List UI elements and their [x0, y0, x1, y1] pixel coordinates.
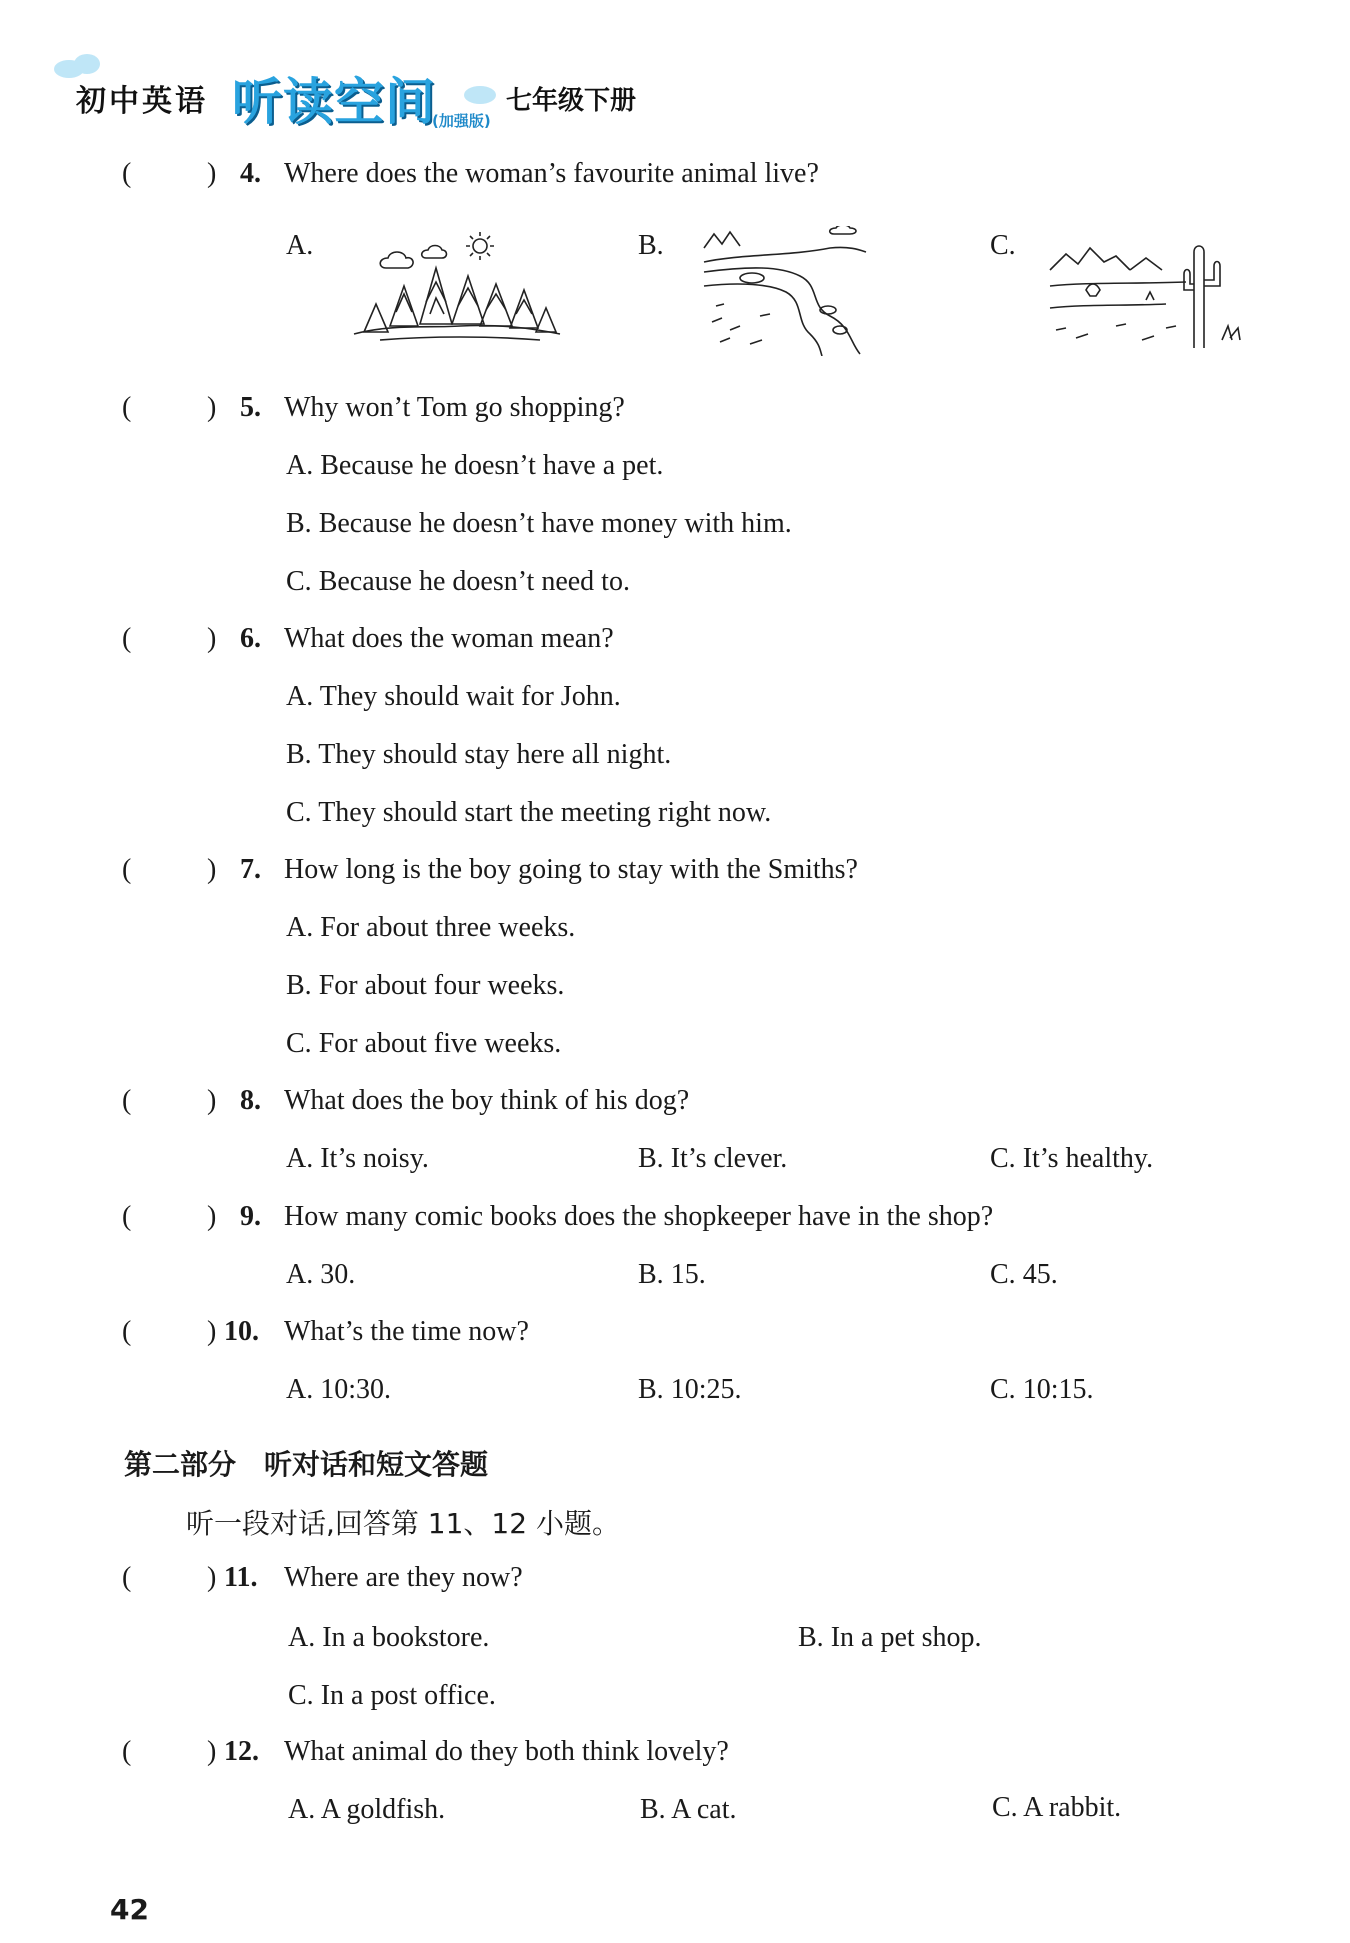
option-label: C. — [286, 1028, 312, 1059]
option-a — [286, 681, 621, 713]
option-label: A. — [286, 1143, 314, 1174]
question-text: What does the woman mean? — [284, 623, 614, 654]
option-label: C. — [990, 230, 1016, 261]
option-b — [638, 1374, 741, 1406]
option-c — [286, 797, 771, 829]
option-a — [288, 1622, 489, 1654]
option-b — [286, 970, 564, 1002]
section-heading: 第二部分 听对话和短文答题 — [124, 1448, 489, 1481]
option-text: For about four weeks. — [318, 970, 565, 1001]
option-label: C. — [286, 566, 312, 597]
option-text: For about three weeks. — [320, 912, 576, 943]
option-label: B. — [638, 1143, 664, 1174]
option-c — [990, 1259, 1058, 1291]
option-b — [640, 1794, 736, 1826]
option-label: A. — [288, 1794, 316, 1825]
option-label: A. — [286, 1259, 314, 1290]
answer-blank-close: ) — [207, 623, 217, 654]
option-a — [286, 912, 575, 944]
option-a — [288, 1794, 445, 1826]
option-b — [638, 1143, 787, 1175]
answer-blank-close: ) — [207, 158, 217, 189]
option-a — [286, 1143, 429, 1175]
question-8 — [0, 1085, 1350, 1125]
option-label: B. — [286, 739, 312, 770]
option-b — [286, 739, 671, 771]
question-text: How long is the boy going to stay with the Smiths? — [284, 854, 858, 885]
option-text: Because he doesn’t have a pet. — [320, 450, 664, 481]
question-number: 11. — [224, 1562, 258, 1593]
question-text: Where are they now? — [284, 1562, 523, 1593]
edition-label: (加强版) — [432, 112, 491, 130]
answer-blank-close: ) — [207, 1201, 217, 1232]
option-label: C. — [990, 1143, 1016, 1174]
option-text: Because he doesn’t need to. — [318, 566, 630, 597]
option-label: B. — [798, 1622, 824, 1653]
question-6 — [0, 623, 1350, 663]
answer-blank-open: ( — [122, 1201, 132, 1232]
option-label: C. — [286, 797, 312, 828]
option-label: A. — [288, 1622, 316, 1653]
question-5 — [0, 392, 1350, 432]
page-number: 42 — [110, 1893, 149, 1926]
option-b — [798, 1622, 982, 1654]
answer-blank-open: ( — [122, 158, 132, 189]
answer-blank-close: ) — [207, 1736, 217, 1767]
brand-logo: 听读空间 — [232, 73, 436, 131]
option-label: A. — [286, 450, 314, 481]
answer-blank-open: ( — [122, 1085, 132, 1116]
option-text: In a pet shop. — [830, 1622, 982, 1653]
option-c — [288, 1680, 496, 1712]
option-text: 10:25. — [670, 1374, 742, 1405]
option-label: B. — [286, 970, 312, 1001]
question-7 — [0, 854, 1350, 894]
question-12 — [0, 1736, 1350, 1776]
option-label: B. — [286, 508, 312, 539]
option-text: 45. — [1022, 1259, 1058, 1290]
question-text: What does the boy think of his dog? — [284, 1085, 690, 1116]
cloud-decoration — [74, 54, 100, 74]
option-label: C. — [990, 1374, 1016, 1405]
question-number: 9. — [240, 1201, 261, 1232]
answer-blank-open: ( — [122, 392, 132, 423]
option-a — [286, 1374, 391, 1406]
option-text: In a post office. — [320, 1680, 496, 1711]
question-number: 8. — [240, 1085, 261, 1116]
answer-blank-open: ( — [122, 623, 132, 654]
answer-blank-open: ( — [122, 854, 132, 885]
option-a — [286, 450, 663, 482]
option-c — [286, 1028, 561, 1060]
option-label: A. — [286, 681, 314, 712]
option-label: A. — [286, 230, 314, 261]
option-text: They should start the meeting right now. — [318, 797, 772, 828]
question-11 — [0, 1562, 1350, 1602]
option-text: They should wait for John. — [319, 681, 621, 712]
question-9 — [0, 1201, 1350, 1241]
option-text: It’s noisy. — [320, 1143, 429, 1174]
option-label: B. — [638, 230, 664, 261]
page-header — [54, 52, 754, 142]
option-c — [990, 1374, 1093, 1406]
desert-picture — [1046, 230, 1246, 352]
option-b — [286, 508, 792, 540]
question-4 — [0, 158, 1350, 198]
cloud-decoration — [464, 86, 496, 104]
option-text: In a bookstore. — [322, 1622, 490, 1653]
answer-blank-close: ) — [207, 854, 217, 885]
question-number: 5. — [240, 392, 261, 423]
option-label: B. — [638, 1374, 664, 1405]
option-text: 10:30. — [320, 1374, 392, 1405]
option-label: B. — [638, 1259, 664, 1290]
option-c — [992, 1792, 1121, 1824]
option-text: For about five weeks. — [318, 1028, 562, 1059]
series-prefix: 初中英语 — [76, 84, 208, 119]
answer-blank-close: ) — [207, 1562, 217, 1593]
question-number: 4. — [240, 158, 261, 189]
option-label: A. — [286, 1374, 314, 1405]
question-number: 7. — [240, 854, 261, 885]
option-text: 10:15. — [1022, 1374, 1094, 1405]
answer-blank-open: ( — [122, 1316, 132, 1347]
option-text: Because he doesn’t have money with him. — [318, 508, 792, 539]
question-number: 6. — [240, 623, 261, 654]
question-number: 12. — [224, 1736, 259, 1767]
option-text: A cat. — [671, 1794, 737, 1825]
option-c — [286, 566, 630, 598]
question-text: Why won’t Tom go shopping? — [284, 392, 625, 423]
grade-label: 七年级下册 — [506, 86, 637, 116]
answer-blank-open: ( — [122, 1736, 132, 1767]
question-text: How many comic books does the shopkeeper have in the shop? — [284, 1201, 994, 1232]
option-text: A rabbit. — [1023, 1792, 1122, 1823]
answer-blank-close: ) — [207, 1316, 217, 1347]
option-text: They should stay here all night. — [318, 739, 672, 770]
option-text: 15. — [670, 1259, 706, 1290]
question-number: 10. — [224, 1316, 259, 1347]
question-10 — [0, 1316, 1350, 1356]
option-text: It’s healthy. — [1022, 1143, 1154, 1174]
answer-blank-close: ) — [207, 1085, 217, 1116]
question-text: What animal do they both think lovely? — [284, 1736, 729, 1767]
option-text: It’s clever. — [670, 1143, 788, 1174]
answer-blank-open: ( — [122, 1562, 132, 1593]
option-text: 30. — [320, 1259, 356, 1290]
option-label: C. — [990, 1259, 1016, 1290]
option-label: C. — [992, 1792, 1018, 1823]
question-text: Where does the woman’s favourite animal live? — [284, 158, 819, 189]
option-text: A goldfish. — [320, 1794, 446, 1825]
option-label: A. — [286, 912, 314, 943]
option-label: C. — [288, 1680, 314, 1711]
section-instruction: 听一段对话,回答第 11、12 小题。 — [186, 1507, 620, 1540]
river-picture — [700, 226, 868, 356]
option-c — [990, 1143, 1153, 1175]
option-a — [286, 1259, 355, 1291]
forest-picture — [350, 228, 565, 346]
answer-blank-close: ) — [207, 392, 217, 423]
option-b — [638, 1259, 706, 1291]
question-text: What’s the time now? — [284, 1316, 529, 1347]
option-label: B. — [640, 1794, 666, 1825]
